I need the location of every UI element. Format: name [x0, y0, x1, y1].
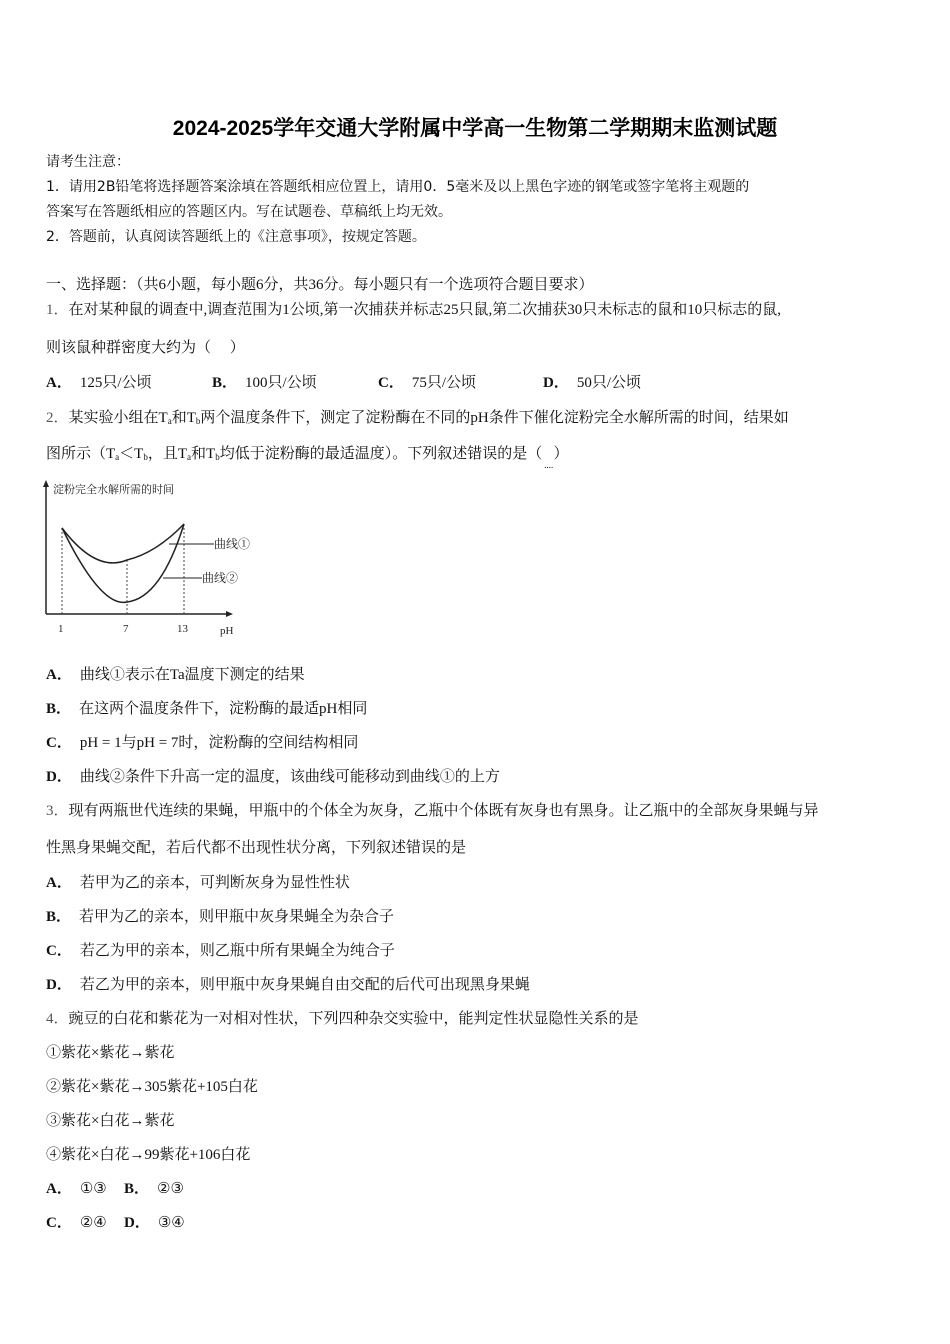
curve-1-label: 曲线①: [214, 537, 251, 551]
question-4-stem: 4．豌豆的白花和紫花为一对相对性状，下列四种杂交实验中，能判定性状显隐性关系的是: [46, 1011, 639, 1027]
q3-option-b[interactable]: B． 若甲为乙的亲本，则甲瓶中灰身果蝇全为杂合子: [46, 909, 395, 925]
notice-heading: 请考生注意：: [46, 154, 130, 170]
question-2-stem: 2．某实验小组在$T_a$和$T_b$两个温度条件下，测定了淀粉酶在不同的pH条件下催化淀粉完全水解所需的时间，结果如: [46, 410, 789, 426]
emphasis-word: 错误: [467, 446, 498, 462]
section-heading: 一、选择题：（共6小题，每小题6分，共36分。每小题只有一个选项符合题目要求）: [46, 277, 594, 293]
q1-option-d[interactable]: D． 50只/公顷: [543, 375, 642, 391]
x-axis-label: pH: [220, 625, 234, 637]
q4-option-b[interactable]: B． ②③: [124, 1181, 184, 1197]
svg-text:13: 13: [177, 623, 188, 635]
y-axis-label: 淀粉完全水解所需的时间: [53, 484, 174, 496]
q3-option-a[interactable]: A． 若甲为乙的亲本，可判断灰身为显性性状: [46, 875, 350, 891]
q3-option-d[interactable]: D． 若乙为甲的亲本，则甲瓶中灰身果蝇自由交配的后代可出现黑身果蝇: [46, 977, 530, 993]
q4-option-c[interactable]: C． ②④: [46, 1215, 107, 1231]
question-1-stem-cont: 则该鼠种群密度大约为（ ）: [46, 340, 245, 356]
question-2-stem-cont: 图所示（$T_a<T_b$，且$T_a$和$T_b$均低于淀粉酶的最适温度）。下列叙述错误的是（ .... ）: [46, 444, 569, 467]
q2-option-c[interactable]: C． pH = 1与pH = 7时，淀粉酶的空间结构相同: [46, 735, 359, 751]
question-3-stem: 3．现有两瓶世代连续的果蝇，甲瓶中的个体全为灰身，乙瓶中个体既有灰身也有黑身。让乙瓶中的全部灰身果蝇与异: [46, 803, 819, 819]
q1-option-a[interactable]: A． 125只/公顷: [46, 375, 152, 391]
notice-item-2: 2．答题前，认真阅读答题纸上的《注意事项》，按规定答题。: [46, 229, 426, 245]
page-title: 2024-2025学年交通大学附属中学高一生物第二学期期末监测试题: [172, 117, 778, 140]
question-1-stem: 1．在对某种鼠的调查中,调查范围为1公顷,第一次捕获并标志25只鼠,第二次捕获30只未标志的鼠和10只标志的鼠,: [46, 302, 782, 318]
question-number: 1．: [46, 302, 69, 318]
svg-text:7: 7: [123, 623, 129, 635]
cross-4: ④紫花×白花→99紫花+106白花: [46, 1147, 251, 1163]
cross-1: ①紫花×紫花→紫花: [46, 1045, 175, 1061]
svg-text:1: 1: [58, 623, 64, 635]
q2-option-d[interactable]: D． 曲线②条件下升高一定的温度，该曲线可能移动到曲线①的上方: [46, 769, 500, 785]
q3-option-c[interactable]: C． 若乙为甲的亲本，则乙瓶中所有果蝇全为纯合子: [46, 943, 395, 959]
cross-2: ②紫花×紫花→305紫花+105白花: [46, 1079, 258, 1095]
notice-item-1: 1．请用2B铅笔将选择题答案涂填在答题纸相应位置上，请用0．5毫米及以上黑色字迹的钢笔或签字笔将主观题的: [46, 179, 750, 195]
answer-blank: [542, 446, 553, 462]
q2-option-a[interactable]: A． 曲线①表示在Ta温度下测定的结果: [46, 667, 305, 683]
ph-time-chart: [36, 478, 266, 648]
cross-3: ③紫花×白花→紫花: [46, 1113, 175, 1129]
q1-option-c[interactable]: C． 75只/公顷: [378, 375, 477, 391]
q1-option-b[interactable]: B． 100只/公顷: [212, 375, 317, 391]
q4-option-a[interactable]: A． ①③: [46, 1181, 107, 1197]
question-3-stem-cont: 性黑身果蝇交配，若后代都不出现性状分离，下列叙述错误的是: [46, 840, 467, 856]
curve-2-label: 曲线②: [202, 571, 239, 585]
q2-option-b[interactable]: B． 在这两个温度条件下，淀粉酶的最适pH相同: [46, 701, 368, 717]
q4-option-d[interactable]: D． ③④: [124, 1215, 185, 1231]
notice-item-1-cont: 答案写在答题纸相应的答题区内。写在试题卷、草稿纸上均无效。: [46, 204, 452, 220]
